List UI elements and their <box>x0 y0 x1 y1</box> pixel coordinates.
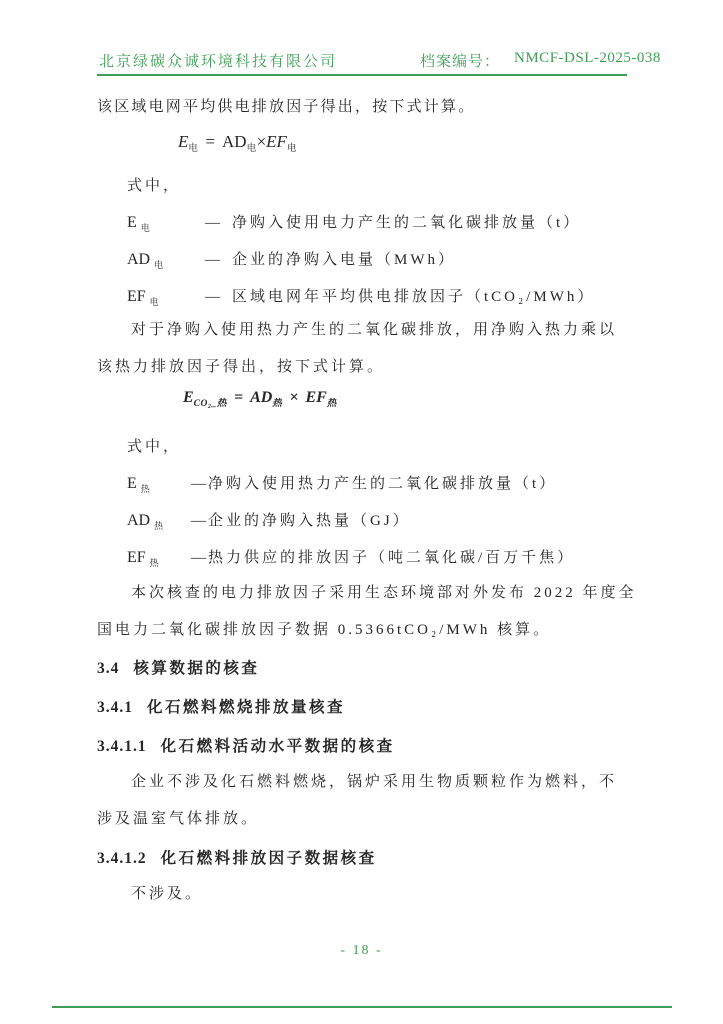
symbol-definition-row: EF $_电$ — 区域电网年平均供电排放因子（tCO₂/MWh） <box>127 288 596 307</box>
paragraph-line: 该区域电网平均供电排放因子得出，按下式计算。 <box>97 99 476 115</box>
formula-term: E <box>183 389 194 406</box>
symbol-definition-row: E $_电$ — 净购入使用电力产生的二氧化碳排放量（t） <box>127 214 582 233</box>
where-label: 式中， <box>127 178 182 194</box>
page-number: - 18 - <box>340 943 383 958</box>
paragraph-line: 企业不涉及化石燃料燃烧，锅炉采用生物质颗粒作为燃料，不 <box>131 774 618 790</box>
archive-label: 档案编号： <box>420 54 501 70</box>
header-archive <box>420 50 661 71</box>
where-label: 式中， <box>127 439 182 455</box>
paragraph-line: 国电力二氧化碳排放因子数据 0.5366tCO₂/MWh 核算。 <box>97 622 552 638</box>
section-heading-3-4-1: 3.4.1 化石燃料燃烧排放量核查 <box>97 699 346 716</box>
formula-heat: $E_{CO_2\_热} = AD_热 \times EF_热$ <box>183 389 337 409</box>
paragraph-line: 该热力排放因子得出，按下式计算。 <box>97 359 386 375</box>
paragraph-line: 对于净购入使用热力产生的二氧化碳排放，用净购入热力乘以 <box>131 322 618 338</box>
symbol-definition-row: EF $_热$ — 热力供应的排放因子（吨二氧化碳/百万千焦） <box>127 549 576 568</box>
symbol-definition-row: AD $_热$ — 企业的净购入热量（GJ） <box>127 512 411 531</box>
symbol-definition-row: E $_热$ — 净购入使用热力产生的二氧化碳排放量（t） <box>127 475 558 494</box>
formula-term: AD <box>222 132 247 151</box>
formula-term: AD <box>250 389 273 406</box>
formula-electricity: $E_电 = AD_电\times EF_电$ <box>178 132 297 154</box>
paragraph-line: 不涉及。 <box>131 886 204 902</box>
section-heading-3-4: 3.4 核算数据的核查 <box>97 660 260 677</box>
symbol-definition-row: AD $_电$ — 企业的净购入电量（MWh） <box>127 251 456 270</box>
header-rule <box>97 74 627 76</box>
archive-number: NMCF-DSL-2025-038 <box>514 50 661 66</box>
section-heading-3-4-1-1: 3.4.1.1 化石燃料活动水平数据的核查 <box>97 738 395 755</box>
header-company-name: 北京绿碳众诚环境科技有限公司 <box>99 54 338 70</box>
section-heading-3-4-1-2: 3.4.1.2 化石燃料排放因子数据核查 <box>97 850 377 867</box>
formula-term: EF <box>305 389 327 406</box>
footer-rule <box>52 1006 672 1008</box>
paragraph-line: 涉及温室气体排放。 <box>97 811 260 827</box>
paragraph-line: 本次核查的电力排放因子采用生态环境部对外发布 2022 年度全 <box>131 585 637 601</box>
formula-term: E <box>178 132 189 151</box>
formula-term: EF <box>266 132 287 151</box>
